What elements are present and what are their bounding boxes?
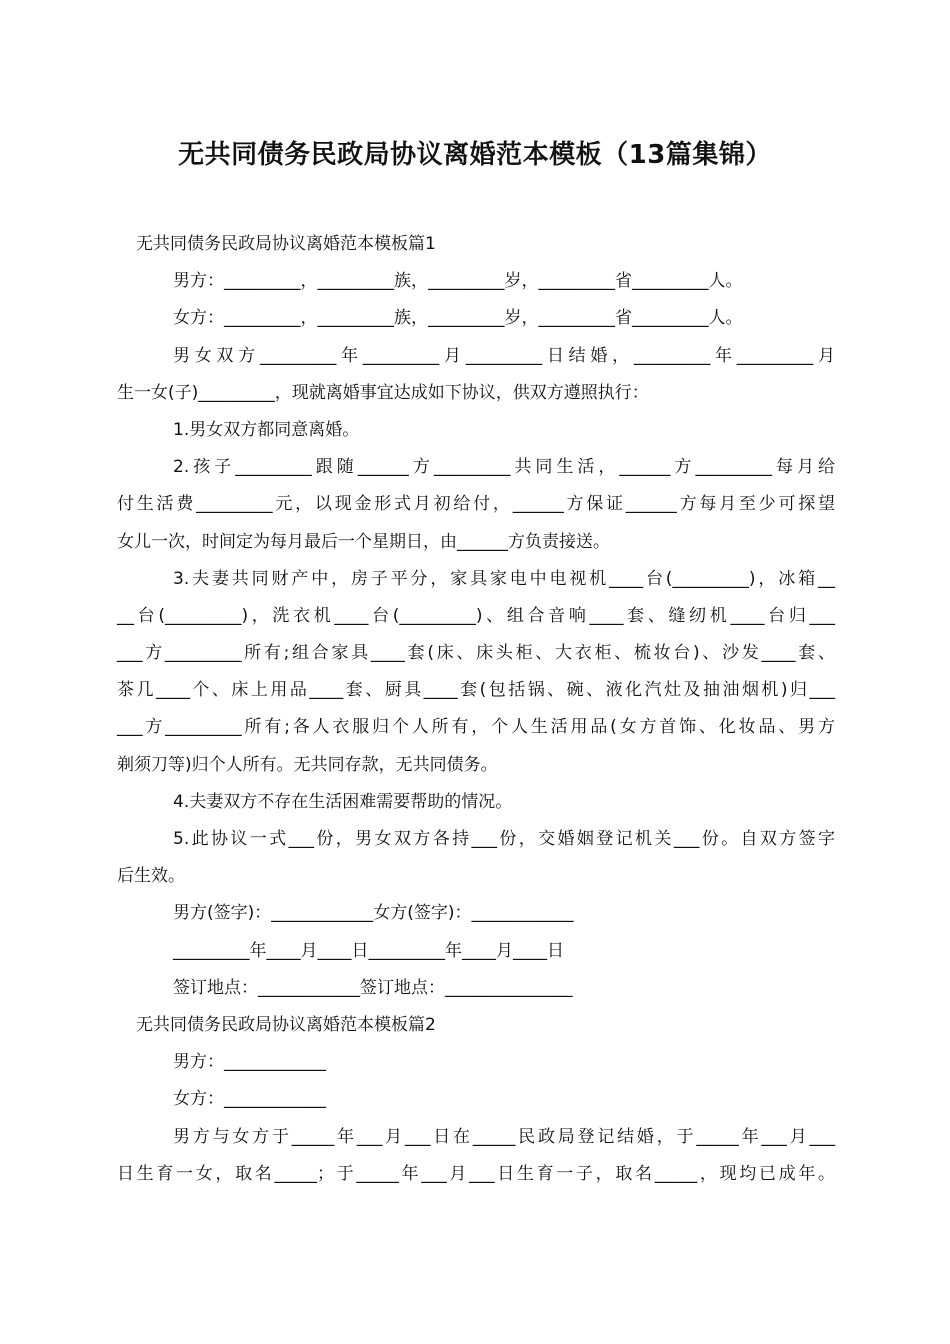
clause-5-line-2: 后生效。 — [117, 866, 185, 887]
section-heading-1: 无共同债务民政局协议离婚范本模板篇1 — [136, 234, 436, 254]
marriage-date-line: 男女双方_________年_________月_________日结婚，_________年_________月 — [173, 345, 835, 366]
male-party-line: 男方：_________，_________族，_________岁，_________省_________人。 — [173, 271, 743, 292]
clause-4: 4.夫妻双方不存在生活困难需要帮助的情况。 — [173, 791, 513, 812]
clause-5-line-1: 5.此协议一式___份，男女双方各持___份，交婚姻登记机关___份。自双方签字 — [173, 829, 835, 849]
clause-3-line-4: 茶几____个、床上用品____套、厨具____套(包括锅、碗、液化汽灶及抽油烟机)归___ — [117, 680, 835, 701]
child-birth-line: 生一女(子)_________，现就离婚事宜达成如下协议，供双方遵照执行： — [117, 382, 649, 403]
section-heading-2: 无共同债务民政局协议离婚范本模板篇2 — [136, 1014, 436, 1035]
female-party-line: 女方：_________，_________族，_________岁，_________省_________人。 — [173, 308, 743, 329]
clause-3-line-1: 3.夫妻共同财产中，房子平分，家具家电中电视机____台(_________)，冰箱__ — [173, 568, 835, 589]
clause-2-line-3: 女儿一次，时间定为每月最后一个星期日，由______方负责接送。 — [117, 531, 610, 552]
clause-2-line-2: 付生活费_________元，以现金形式月初给付，______方保证______方每月至少可探望 — [117, 494, 835, 515]
clause-1: 1.男女双方都同意离婚。 — [173, 419, 360, 440]
signature-line: 男方(签字)：____________女方(签字)：____________ — [173, 903, 574, 924]
signing-place-line: 签订地点：____________签订地点：_______________ — [173, 977, 573, 998]
clause-3-line-5: ___方_________所有;各人衣服归个人所有，个人生活用品(女方首饰、化妆品、男方 — [117, 717, 835, 738]
clause-3-line-6: 剃须刀等)归个人所有。无共同存款，无共同债务。 — [117, 754, 498, 775]
marriage-registration-line-1: 男方与女方于_____年___月___日在_____民政局登记结婚，于_____年___月___ — [173, 1126, 835, 1147]
female-party-line-2: 女方：____________ — [173, 1089, 326, 1110]
clause-2-line-1: 2.孩子_________跟随______方_________共同生活，______方_________每月给 — [173, 457, 835, 478]
signature-date-line: _________年____月____日_________年____月____日 — [173, 940, 564, 961]
document-title: 无共同债务民政局协议离婚范本模板（13篇集锦） — [178, 140, 772, 170]
marriage-registration-line-2: 日生育一女，取名_____；于_____年___月___日生育一子，取名_____，现均已成年。 — [117, 1163, 835, 1184]
clause-3-line-2: __台(_________)，洗衣机____台(_________)、组合音响____套、缝纫机____台归___ — [117, 605, 835, 626]
male-party-line-2: 男方：____________ — [173, 1052, 326, 1073]
clause-3-line-3: ___方_________所有;组合家具____套(床、床头柜、大衣柜、梳妆台)、沙发____套、 — [117, 643, 835, 664]
document-body — [117, 226, 835, 1193]
